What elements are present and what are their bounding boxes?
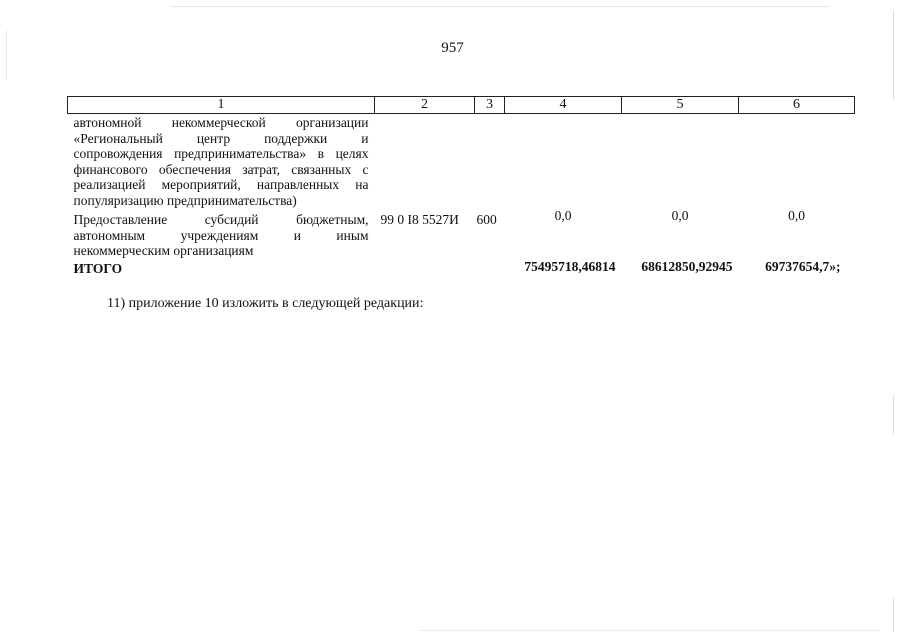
row-value-year-3: 0,0 — [788, 208, 805, 223]
row-value-year-1: 0,0 — [554, 208, 572, 223]
column-header-3: 3 — [475, 97, 505, 114]
row-value-year-3 — [739, 114, 855, 209]
row-value-year-2: 0,0 — [671, 208, 689, 223]
total-value-year-2: 68612850,92945 — [641, 258, 733, 274]
page-number: 957 — [441, 40, 464, 56]
column-header-5: 5 — [622, 97, 739, 114]
row-expense-type — [475, 114, 505, 209]
total-code-empty — [375, 259, 475, 277]
total-type-empty — [475, 259, 505, 277]
row-value-year-2 — [622, 114, 739, 209]
scan-artifact-bottom-right — [893, 598, 894, 632]
scan-artifact-right — [893, 10, 894, 100]
total-row — [68, 259, 855, 277]
scan-artifact-left — [6, 30, 7, 80]
row-value-year-1 — [505, 114, 622, 209]
total-value-year-1: 75495718,46814 — [524, 258, 616, 274]
row-description: Предоставление субсидий бюджетным, автономным учреждениям и иным некоммерческим организациям — [73, 212, 369, 258]
total-label: ИТОГО — [73, 260, 123, 276]
table-row — [68, 114, 855, 209]
column-header-1: 1 — [68, 97, 375, 114]
table-header-row — [68, 97, 855, 114]
row-description: автономной некоммерческой организации «Региональный центр поддержки и сопровождения предпринимательства» в целях финансового обеспечения затрат, связанных с реализацией мероприятий, направленных на популяризацию предпринимательства) — [73, 115, 369, 208]
row-code — [375, 114, 475, 209]
scan-artifact-top — [170, 6, 830, 7]
column-header-4: 4 — [505, 97, 622, 114]
table-row — [68, 208, 855, 259]
column-header-2: 2 — [375, 97, 475, 114]
column-header-6: 6 — [739, 97, 855, 114]
row-code: 99 0 I8 5527И — [380, 212, 459, 227]
row-expense-type: 600 — [476, 212, 497, 227]
instruction-paragraph: 11) приложение 10 изложить в следующей редакции: — [107, 296, 424, 311]
budget-table — [67, 96, 855, 276]
scan-artifact-right-lower — [893, 395, 894, 435]
scan-artifact-bottom — [420, 630, 880, 631]
total-value-year-3: 69737654,7»; — [765, 258, 841, 274]
